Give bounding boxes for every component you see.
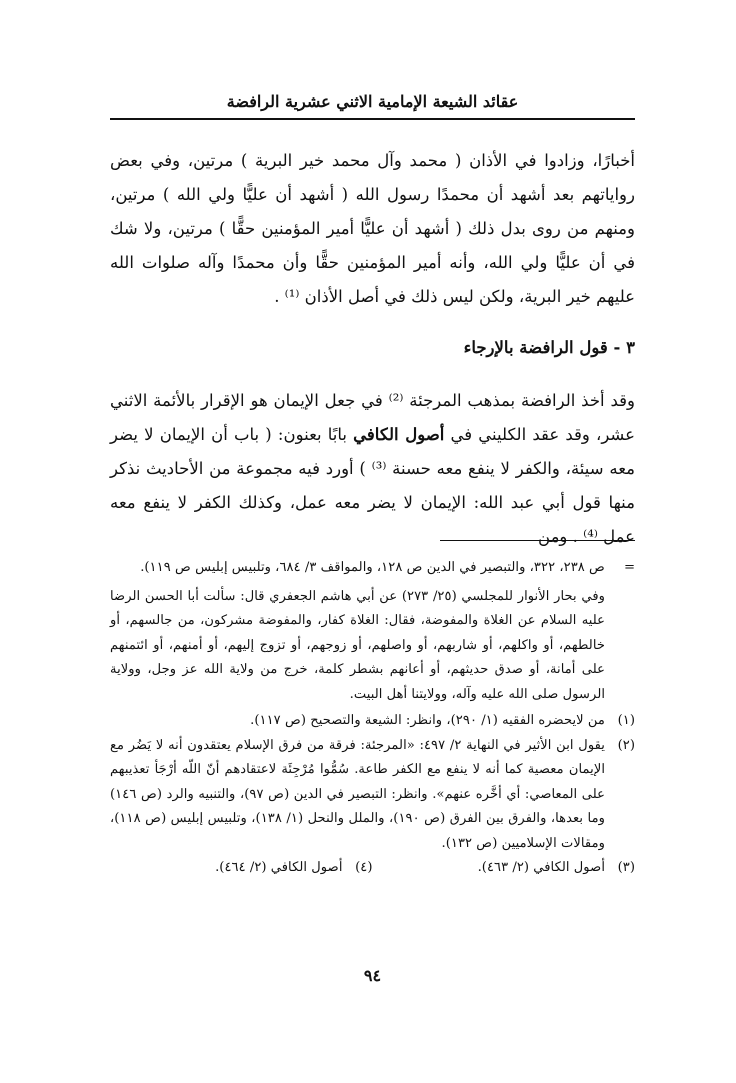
footnote-number: (٢) xyxy=(617,737,635,753)
running-header: عقائد الشيعة الإمامية الاثني عشرية الرافضة xyxy=(226,92,519,111)
section-text-block xyxy=(110,384,635,554)
footnote-3 xyxy=(373,856,636,881)
paragraph-2 xyxy=(110,384,635,554)
footnote-text: أصول الكافي (٢/ ٤٦٤). xyxy=(215,860,343,875)
footnote-continuation-marker: = xyxy=(623,560,635,575)
page-number: ٩٤ xyxy=(363,966,382,985)
header-rule xyxy=(110,118,635,120)
main-text-block xyxy=(110,144,635,314)
paragraph-2-part-1: وقد أخذ الرافضة بمذهب المرجئة ⁽²⁾ في جعل الإيمان هو الإقرار بالأئمة الاثني عشر، وقد عقد الكليني في xyxy=(110,391,635,444)
footnote-number: (١) xyxy=(617,713,635,728)
footnote-number: (٤) xyxy=(355,860,373,875)
footnote-2 xyxy=(110,734,635,857)
footnote-text: يقول ابن الأثير في النهاية ٢/ ٤٩٧: «المرجئة: فرقة من فرق الإسلام يعتقدون أنه لا يَضُر مع الإيمان معصية كما أنه لا ينفع مع الكفر طاعة. سُمُّوا مُرْجِئَة لاعتقادهم أنّ اللّه أرْجَأ تعذيبهم على المعاصي: أي أخَّره عنهم». وانظر: التبصير في الدين (ص ٩٧)، والتنبيه والرد (ص ١٤٦) وما بعدها، والفرق بين الفرق (ص ١٩٠)، والملل والنحل (١/ ١٣٨)، وتلبيس إبليس (ص ١١٨)، ومقالات الإسلاميين (ص ١٣٢). xyxy=(110,737,606,851)
footnote-continuation-paragraph: وفي بحار الأنوار للمجلسي (٢٥/ ٢٧٣) عن أبي هاشم الجعفري قال: سألت أبا الحسن الرضا عليه السلام عن الغلاة والمفوضة، فقال: الغلاة كفار، والمفوضة مشركون، من جالسهم، أو خالطهم، أو واكلهم، أو شاربهم، أو واصلهم، أو زوجهم، أو تزوج إليهم، أو أمنهم، أو ائتمنهم على أمانة، أو صدق حديثهم، أو أعانهم بشطر كلمة، خرج من ولاية الله عز وجل، وولاية الرسول صلى الله عليه وآله، وولايتنا أهل البيت. xyxy=(110,588,605,702)
footnotes xyxy=(110,556,635,881)
footnote-number: (٣) xyxy=(617,860,635,875)
footnote-continuation xyxy=(110,556,635,581)
footnote-text: من لايحضره الفقيه (١/ ٢٩٠)، وانظر: الشيعة والتصحيح (ص ١١٧). xyxy=(250,713,605,728)
footnote-text: أصول الكافي (٢/ ٤٦٣). xyxy=(477,860,605,875)
book-title-bold: أصول الكافي xyxy=(353,425,445,444)
footnote-continuation-line: ص ٢٣٨، ٣٢٢، والتبصير في الدين ص ١٢٨، والمواقف ٣/ ٦٨٤، وتلبيس إبليس ص ١١٩). xyxy=(140,560,605,575)
footnote-4 xyxy=(110,856,373,881)
footnote-1 xyxy=(110,709,635,734)
footnote-rule xyxy=(440,540,635,541)
footnote-pair xyxy=(110,856,635,881)
paragraph-2-part-2: بابًا بعنون: ( باب أن الإيمان لا يضر معه سيئة، والكفر لا ينفع معه حسنة ⁽³⁾ ) أورد فيه مجموعة من الأحاديث نذكر منها قول أبي عبد الله: الإيمان لا يضر معه عمل، وكذلك الكفر لا ينفع معه عمل ⁽⁴⁾ . ومن xyxy=(110,425,635,546)
paragraph-1: أخبارًا، وزادوا في الأذان ( محمد وآل محمد خير البرية ) مرتين، وفي بعض رواياتهم بعد أشهد أن محمدًا رسول الله ( أشهد أن عليًّا ولي الله ) مرتين، ومنهم من روى بدل ذلك ( أشهد أن عليًّا أمير المؤمنين حقًّا ) مرتين، ولا شك في أن عليًّا ولي الله، وأنه أمير المؤمنين حقًّا وأن محمدًا وآله صلوات الله عليهم خير البرية، ولكن ليس ذلك في أصل الأذان ⁽¹⁾ . xyxy=(110,151,635,306)
section-heading: ٣ - قول الرافضة بالإرجاء xyxy=(463,338,635,357)
